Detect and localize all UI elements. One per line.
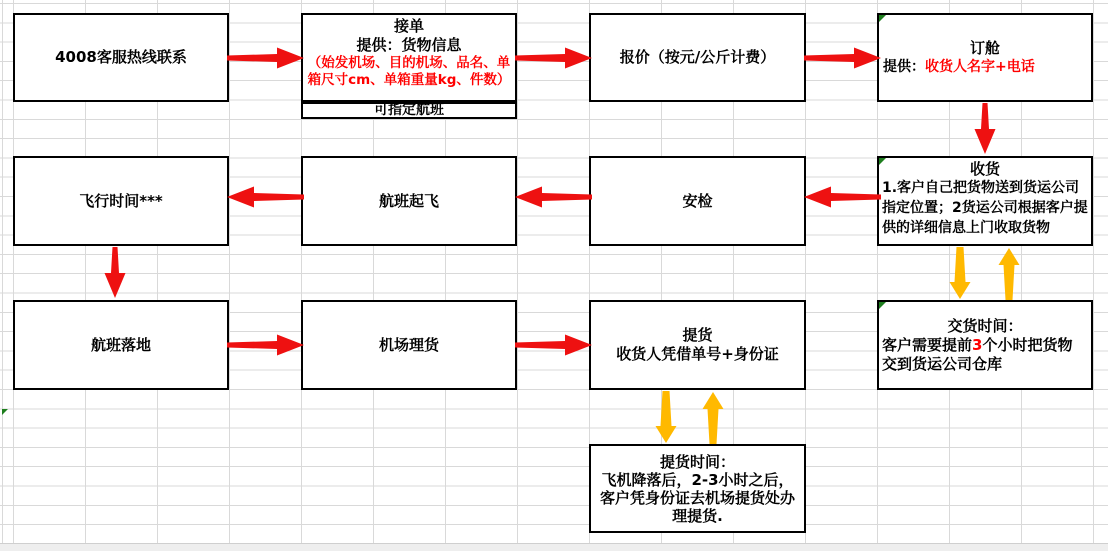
box-line: 交到货运公司仓库: [882, 354, 1003, 373]
flow-box-landing[interactable]: [13, 300, 229, 390]
box-title: 提货: [682, 326, 713, 344]
arrow-flighttime-to-landing-down-icon[interactable]: [102, 247, 128, 299]
box-line: 收货人凭借单号+身份证: [616, 345, 779, 363]
box-title: 交货时间：: [947, 316, 1023, 335]
arrow-pickup-to-pickuptime-down-icon[interactable]: [655, 391, 677, 444]
arrow-takeoff-to-flighttime-left-icon[interactable]: [227, 184, 305, 210]
delivery-seg2: 个小时把货物: [982, 335, 1073, 354]
arrow-tally-to-pickup-right-icon[interactable]: [515, 332, 593, 358]
arrow-receive-to-security-left-icon[interactable]: [804, 184, 882, 210]
box-title: 提货时间：: [659, 452, 735, 471]
sheet-bottom-strip: [0, 543, 1108, 551]
arrow-security-to-takeoff-left-icon[interactable]: [515, 184, 593, 210]
box-line: [882, 336, 1088, 355]
box-title: 机场理货: [378, 335, 439, 354]
delivery-seg-red: 3: [972, 335, 983, 354]
flow-box-pickup[interactable]: [589, 300, 806, 390]
box-title: 收货: [969, 160, 1000, 178]
excel-error-marker-icon: [879, 302, 886, 309]
box-title: 航班落地: [90, 335, 151, 354]
flow-box-order-sub[interactable]: [301, 102, 517, 119]
flow-box-takeoff[interactable]: [301, 156, 517, 246]
box-line: 飞机降落后，2-3小时之后，: [601, 470, 794, 489]
arrow-deliverytime-to-receive-up-icon[interactable]: [998, 247, 1020, 300]
box-title: 接单: [393, 17, 424, 35]
box-body: 1.客户自己把货物送到货运公司指定位置；2货运公司根据客户提供的详细信息上门收取货物: [882, 180, 1088, 236]
box-red-note: （始发机场、目的机场、品名、单箱尺寸cm、单箱重量kg、件数）: [307, 55, 511, 88]
arrow-order-to-quote-right-icon[interactable]: [515, 45, 593, 71]
flow-box-receive[interactable]: [877, 156, 1093, 246]
flow-box-order[interactable]: [301, 13, 517, 102]
excel-error-marker-icon: [2, 409, 8, 415]
box-line: 提供：货物信息: [356, 36, 462, 54]
box-title: 报价（按元/公斤计费）: [619, 48, 776, 66]
flow-box-booking[interactable]: [877, 13, 1093, 102]
flow-box-quote[interactable]: [589, 13, 806, 102]
flow-box-contact[interactable]: [13, 13, 229, 102]
arrow-booking-to-receive-down-icon[interactable]: [972, 103, 998, 155]
flow-box-security[interactable]: [589, 156, 806, 246]
box-line: 客户凭身份证去机场提货处办理提货.: [599, 488, 795, 525]
flow-box-flight-time[interactable]: [13, 156, 229, 246]
excel-error-marker-icon: [879, 158, 886, 165]
booking-value: 收货人名字+电话: [925, 58, 1035, 75]
box-title: 安检: [682, 191, 713, 210]
booking-label: 提供：: [883, 58, 925, 75]
box-title: 飞行时间***: [79, 191, 163, 210]
box-line: [883, 58, 1087, 77]
arrow-landing-to-tally-right-icon[interactable]: [227, 332, 305, 358]
flow-box-pickup-time[interactable]: [589, 444, 806, 533]
box-title: 4008客服热线联系: [55, 48, 187, 66]
flow-box-tally[interactable]: [301, 300, 517, 390]
box-title: 可指定航班: [374, 102, 444, 118]
flow-box-delivery-time[interactable]: [877, 300, 1093, 390]
arrow-pickuptime-to-pickup-up-icon[interactable]: [702, 391, 724, 444]
box-title: 订舱: [969, 38, 1000, 57]
box-title: 航班起飞: [378, 191, 439, 210]
arrow-contact-to-order-right-icon[interactable]: [227, 45, 305, 71]
excel-error-marker-icon: [879, 15, 886, 22]
arrow-quote-to-booking-right-icon[interactable]: [804, 45, 882, 71]
delivery-seg1: 客户需要提前: [882, 335, 973, 354]
arrow-receive-to-deliverytime-down-icon[interactable]: [949, 247, 971, 300]
